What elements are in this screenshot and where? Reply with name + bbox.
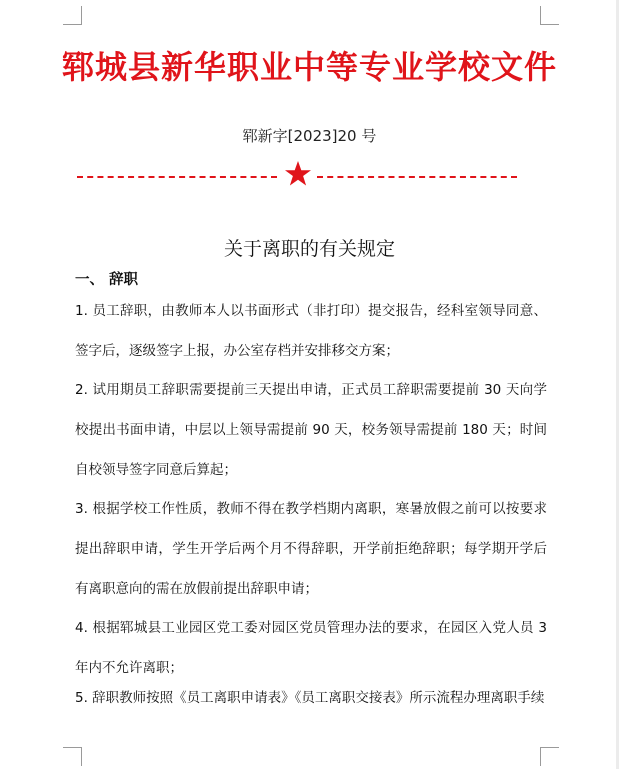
crop-mark-top-left [63,6,82,25]
document-heading: 关于离职的有关规定 [223,238,395,260]
paragraph-5: 5. 辞职教师按照《员工离职申请表》《员工离职交接表》所示流程办理离职手续 [75,690,545,706]
document-number: 郓新字[2023]20 号 [242,127,377,145]
red-separator [77,160,517,194]
paragraph-4: 4. 根据郓城县工业园区党工委对园区党员管理办法的要求，在园区入党人员 3 年内不允许离职； [75,620,547,676]
crop-mark-top-right [540,6,559,25]
paragraph-2: 2. 试用期员工辞职需要提前三天提出申请，正式员工辞职需要提前 30 天向学校提出书面申请，中层以上领导需提前 90 天，校务领导需提前 180 天；时间自校领导签字同意后算起； [75,382,547,478]
section-number: 一、 [75,272,104,288]
section-heading [75,268,138,289]
star-icon [284,160,312,188]
paragraph-3: 3. 根据学校工作性质，教师不得在教学档期内离职，寒暑放假之前可以按要求提出辞职申请，学生开学后两个月不得辞职，开学前拒绝辞职；每学期开学后有离职意向的需在放假前提出辞职申请； [75,501,547,597]
issuer-title: 郓城县新华职业中等专业学校文件 [61,48,557,86]
separator-line-right [317,176,517,178]
crop-mark-bottom-right [540,747,559,766]
separator-line-left [77,176,277,178]
section-title: 辞职 [109,272,138,288]
crop-mark-bottom-left [63,747,82,766]
paragraph-1: 1. 员工辞职，由教师本人以书面形式（非打印）提交报告，经科室领导同意、签字后，逐级签字上报，办公室存档并安排移交方案； [75,303,547,359]
